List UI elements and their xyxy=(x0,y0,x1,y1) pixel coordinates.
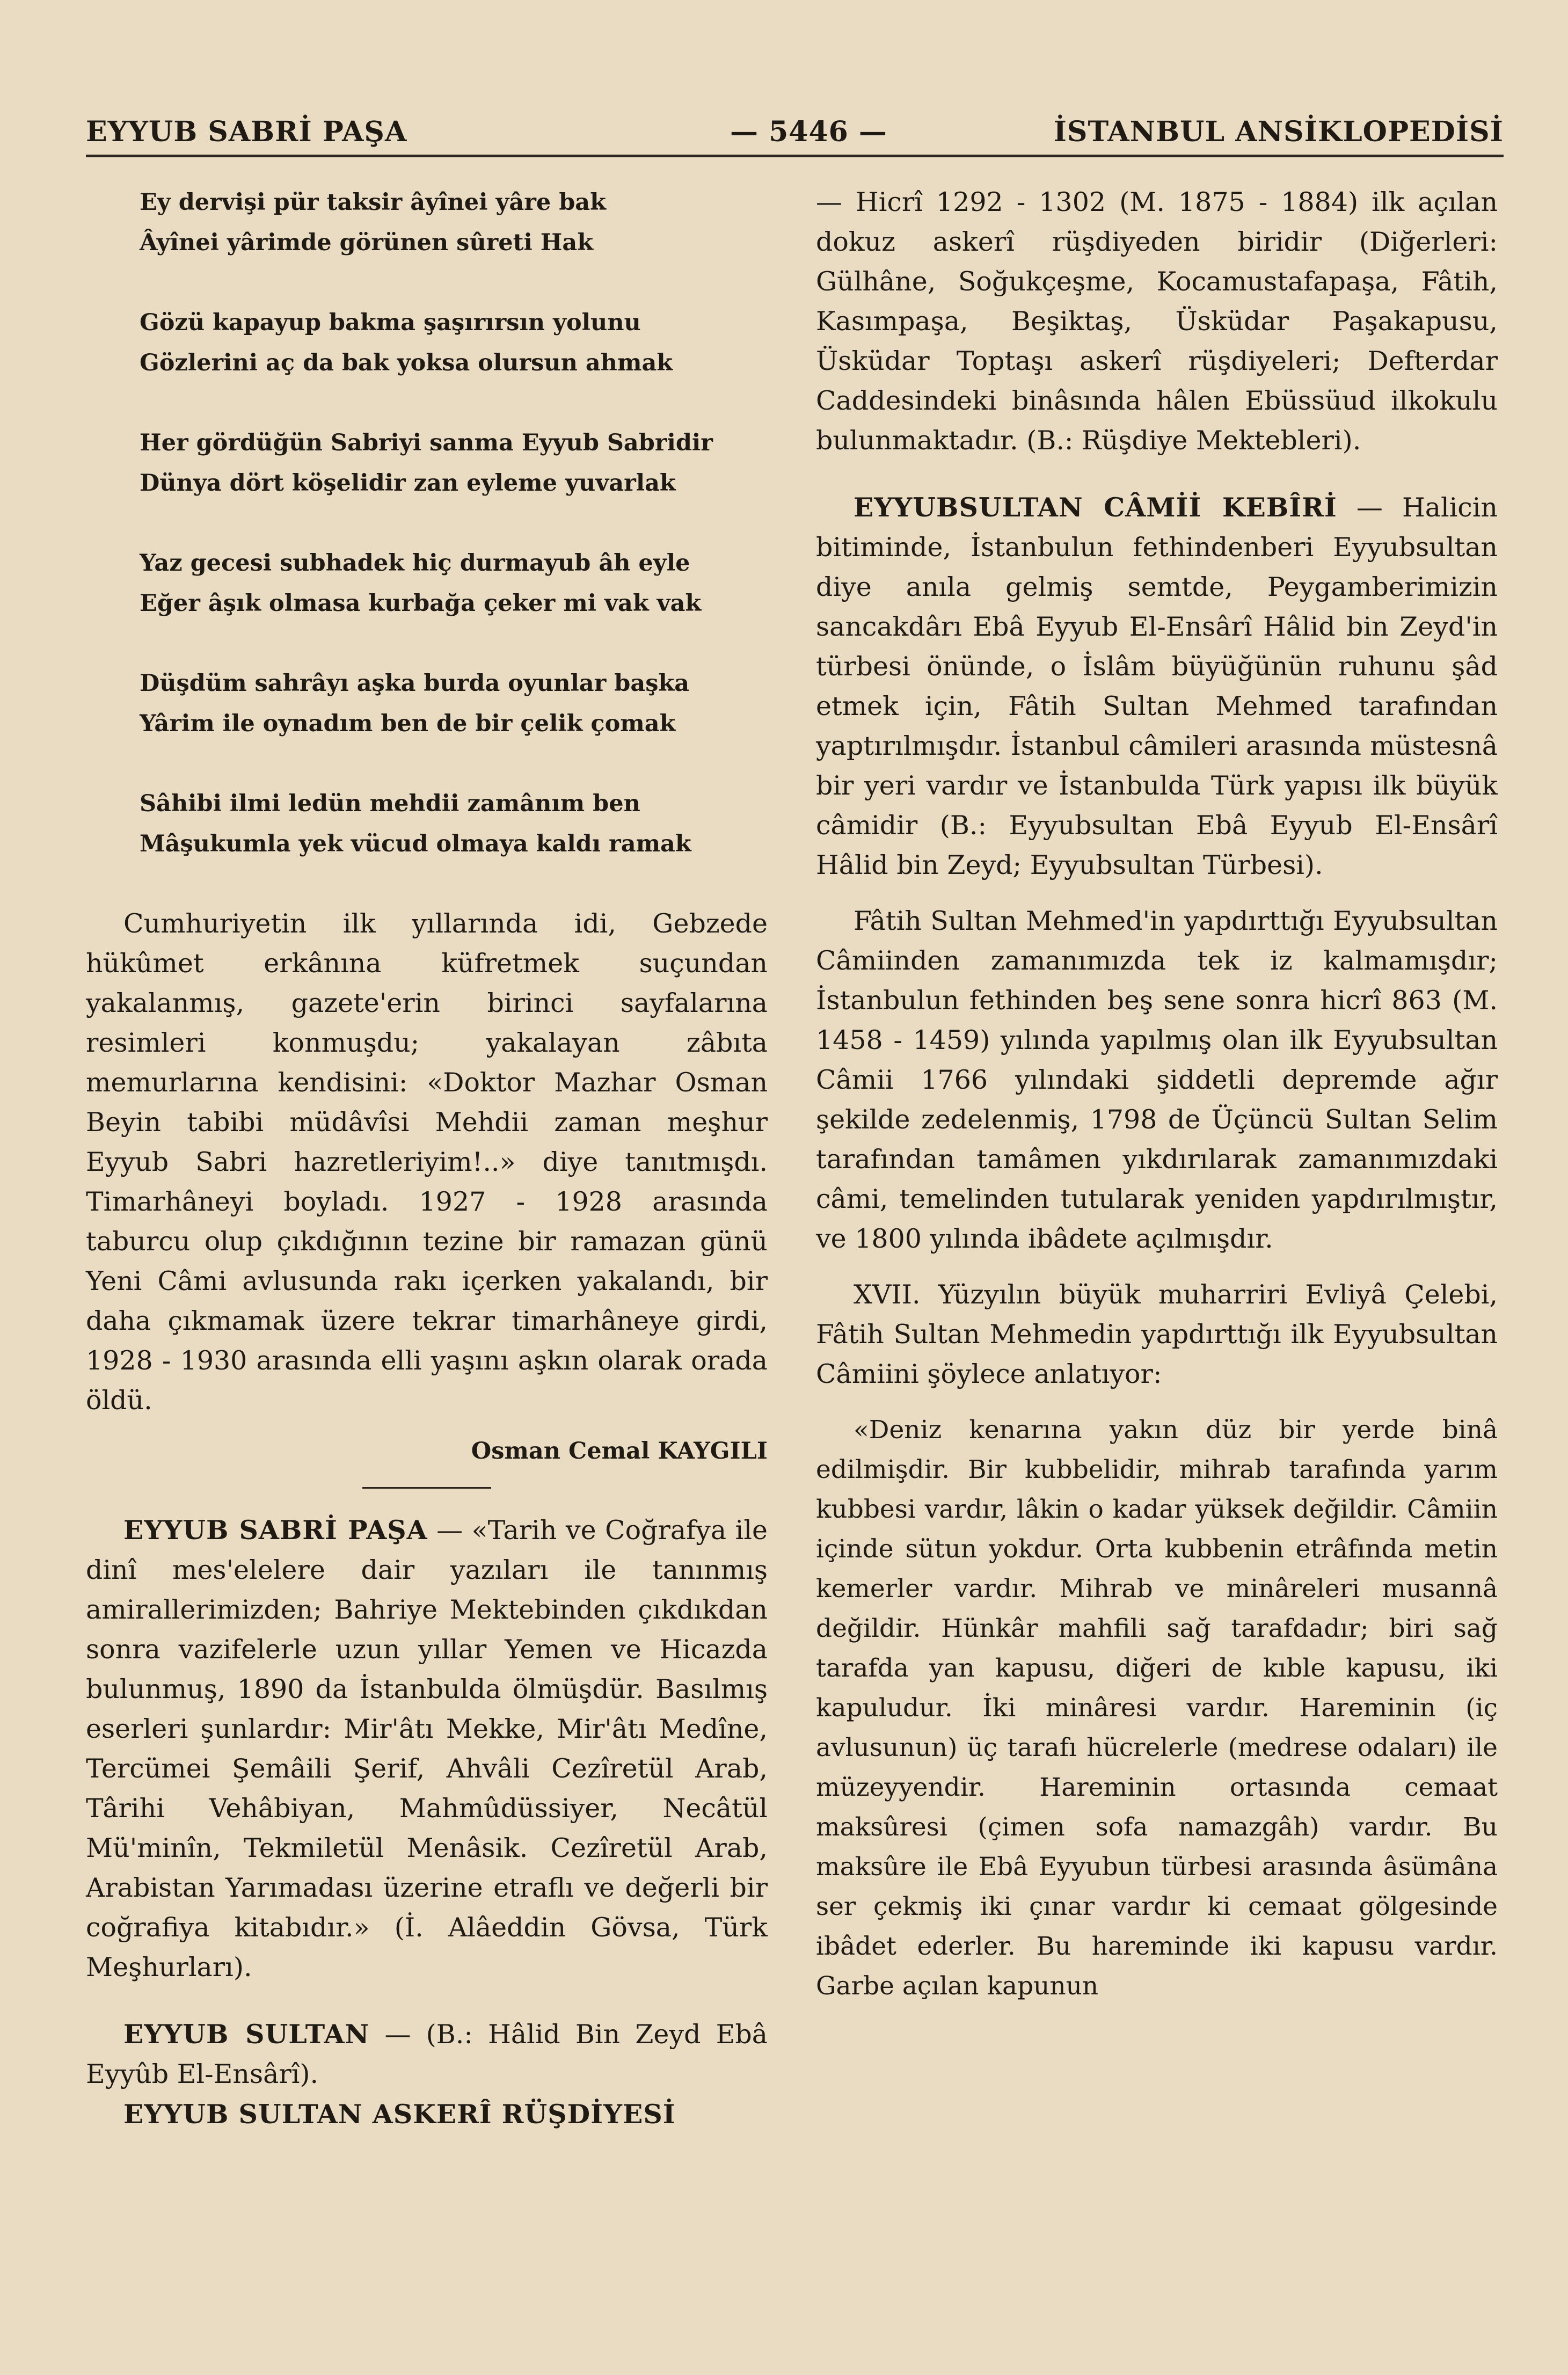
entry-text: — (B.: Hâlid Bin Zeyd Ebâ Eyyûb El-Ensârî). xyxy=(86,2019,768,2089)
poem-line: Düşdüm sahrâyı aşka burda oyunlar başka xyxy=(140,670,690,697)
section-divider xyxy=(362,1487,491,1489)
poem-stanza xyxy=(140,784,768,864)
poem-line: Sâhibi ilmi ledün mehdii zamânım ben xyxy=(140,790,640,817)
poem-line: Dünya dört köşelidir zan eyleme yuvarlak xyxy=(140,470,676,497)
header-right-title: İSTANBUL ANSİKLOPEDİSİ xyxy=(1053,115,1504,148)
page-number: — 5446 — xyxy=(730,115,887,148)
poem-stanza xyxy=(140,423,768,504)
entry-text: — Halicin bitiminde, İstanbulun fethindenberi Eyyubsultan diye anıla gelmiş semtde, Peygamberimizin sancakdârı Ebâ Eyyub El-Ensârî Hâlid bin Zeyd'in türbesi önünde, o İslâm büyüğünün ruhunu şâd etmek için, Fâtih Sultan Mehmed tarafından yaptırılmışdır. İstanbul câmileri arasında müstesnâ bir yeri vardır ve İstanbulda Türk yapısı ilk büyük câmidir (B.: Eyyubsultan Ebâ Eyyub El-Ensârî Hâlid bin Zeyd; Eyyubsultan Türbesi). xyxy=(816,492,1498,880)
spacer xyxy=(816,1259,1498,1275)
poem-line: Gözlerini aç da bak yoksa olursun ahmak xyxy=(140,349,673,376)
poem-line: Ey dervişi pür taksir âyînei yâre bak xyxy=(140,189,606,216)
page-header xyxy=(86,115,1504,153)
spacer xyxy=(816,885,1498,901)
left-column xyxy=(86,183,768,2134)
header-left-title: EYYUB SABRİ PAŞA xyxy=(86,115,407,148)
poem-line: Yârim ile oynadım ben de bir çelik çomak xyxy=(140,710,676,737)
poem-line: Eğer âşık olmasa kurbağa çeker mi vak vak xyxy=(140,590,702,617)
body-paragraph: XVII. Yüzyılın büyük muharriri Evliyâ Çelebi, Fâtih Sultan Mehmedin yapdırttığı ilk Eyyubsultan Câmiini şöylece anlatıyor: xyxy=(816,1279,1498,1389)
body-paragraph: — Hicrî 1292 - 1302 (M. 1875 - 1884) ilk açılan dokuz askerî rüşdiyeden biridir (Diğerleri: Gülhâne, Soğukçeşme, Kocamustafapaşa, Fâtih, Kasımpaşa, Beşiktaş, Üsküdar Paşakapusu, Üsküdar Toptaşı askerî rüşdiyeleri; Defterdar Caddesindeki binâsında hâlen Ebüssüud ilkokulu bulunmaktadır. (B.: Rüşdiye Mektebleri). xyxy=(816,187,1498,456)
poem-line: Gözü kapayup bakma şaşırırsın yolunu xyxy=(140,309,641,336)
right-column xyxy=(816,183,1498,2006)
author-signature: Osman Cemal KAYGILI xyxy=(471,1438,768,1465)
poem-stanza xyxy=(140,303,768,383)
entry-paragraph xyxy=(816,487,1498,885)
poem-stanza xyxy=(140,183,768,263)
entry-title: EYYUBSULTAN CÂMİİ KEBÎRİ xyxy=(854,492,1337,523)
body-paragraph: Cumhuriyetin ilk yıllarında idi, Gebzede hükûmet erkânına küfretmek suçundan yakalanmış, gazete'erin birinci sayfalarına resimleri konmuşdu; yakalayan zâbıta memurlarına kendisini: «Doktor Mazhar Osman Beyin tabibi müdâvîsi Mehdii zaman meşhur Eyyub Sabri hazretleriyim!..» diye tanıtmışdı. Timarhâneyi boyladı. 1927 - 1928 arasında taburcu olup çıkdığının tezine bir ramazan günü Yeni Câmi avlusunda rakı içerken yakalandı, bir daha çıkmamak üzere tekrar timarhâneye girdi, 1928 - 1930 arasında elli yaşını aşkın olarak orada öldü. xyxy=(86,908,768,1416)
body-paragraph: Fâtih Sultan Mehmed'in yapdırttığı Eyyubsultan Câmiinden zamanımızda tek iz kalmamışdır; İstanbulun fethinden beş sene sonra hicrî 863 (M. 1458 - 1459) yılında yapılmış olan ilk Eyyubsultan Câmii 1766 yılındaki şiddetli depremde ağır şekilde zedelenmiş, 1798 de Üçüncü Sultan Selim tarafından tamâmen yıkdırılarak zamanımızdaki câmi, temelinden tutularak yeniden yapdırılmıştır, ve 1800 yılında ibâdete açılmışdır. xyxy=(816,906,1498,1254)
entry-paragraph xyxy=(86,2014,768,2094)
poem-stanza xyxy=(140,543,768,624)
poem-line: Âyînei yârimde görünen sûreti Hak xyxy=(140,229,594,256)
entry-text: — «Tarih ve Coğrafya ile dinî mes'elelere dair yazıları ile tanınmış amirallerimizden; Bahriye Mektebinden çıkdıkdan sonra vazifelerle uzun yıllar Yemen ve Hicazda bulunmuş, 1890 da İstanbulda ölmüşdür. Basılmış eserleri şunlardır: Mir'âtı Mekke, Mir'âtı Medîne, Tercümei Şemâili Şerif, Ahvâli Cezîretül Arab, Târihi Vehâbiyan, Mahmûdüssiyer, Necâtül Mü'minîn, Tekmiletül Menâsik. Cezîretül Arab, Arabistan Yarımadası üzerine etraflı ve değerli bir coğrafiya kitabıdır.» (İ. Alâeddin Gövsa, Türk Meşhurları). xyxy=(86,1515,768,1983)
quotation: «Deniz kenarına yakın düz bir yerde binâ edilmişdir. Bir kubbelidir, mihrab tarafında yarım kubbesi vardır, lâkin o kadar yüksek değildir. Câmiin içinde sütun yokdur. Orta kubbenin etrâfında metin kemerler vardır. Mihrab ve minâreleri musannâ değildir. Hünkâr mahfili sağ tarafdadır; biri sağ tarafda yan kapusu, diğeri de kıble kapusu, iki kapuludur. İki minâresi vardır. Hareminin (iç avlusunun) üç tarafı hücrelerle (medrese odaları) ile müzeyyendir. Hareminin ortasında cemaat maksûresi (çimen sofa namazgâh) vardır. Bu maksûre ile Ebâ Eyyubun türbesi arasında âsümâna ser çekmiş iki çınar vardır ki cemaat gölgesinde ibâdet ederler. Bu hareminde iki kapusu vardır. Garbe açılan kapunun xyxy=(816,1415,1498,2001)
poem-line: Yaz gecesi subhadek hiç durmayub âh eyle xyxy=(140,550,690,577)
entry-title: EYYUB SULTAN xyxy=(123,2019,370,2050)
spacer xyxy=(86,1987,768,2014)
header-rule xyxy=(86,155,1504,157)
poem-stanza xyxy=(140,664,768,744)
poem-line: Mâşukumla yek vücud olmaya kaldı ramak xyxy=(140,830,691,857)
poem xyxy=(86,183,768,864)
entry-paragraph xyxy=(86,2094,768,2134)
spacer xyxy=(816,1394,1498,1410)
entry-title: EYYUB SABRİ PAŞA xyxy=(123,1514,428,1546)
entry-paragraph xyxy=(86,1510,768,1987)
poem-line: Her gördüğün Sabriyi sanma Eyyub Sabridir xyxy=(140,429,713,456)
spacer xyxy=(816,461,1498,487)
entry-title: EYYUB SULTAN ASKERÎ RÜŞDİYESİ xyxy=(123,2099,676,2130)
